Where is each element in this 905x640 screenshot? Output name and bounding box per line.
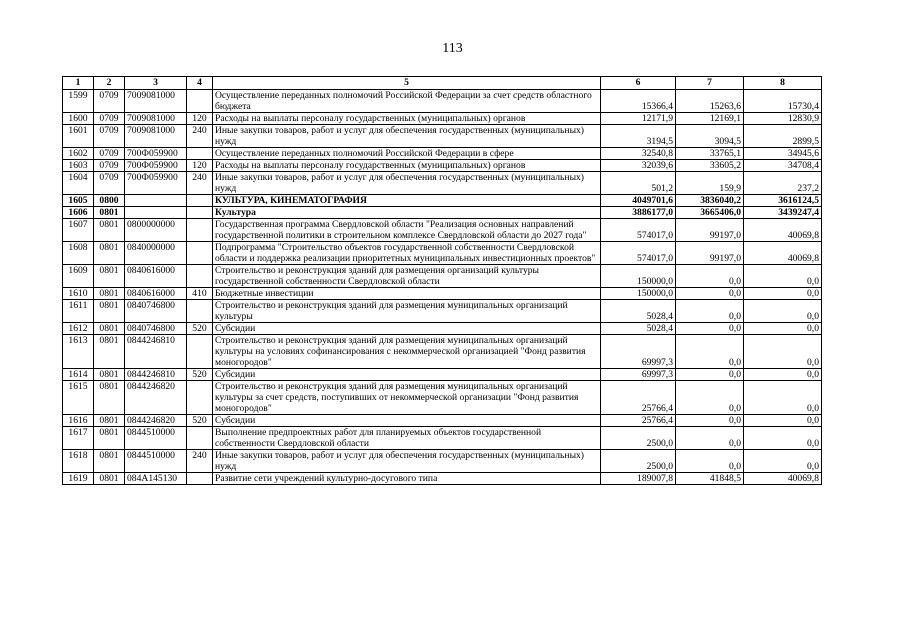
section-code: 0801 (94, 369, 125, 381)
amount-col-6: 12171,9 (601, 113, 676, 125)
description: Выполнение предпроектных работ для планируемых объектов государственной собственности Свердловской области (213, 427, 601, 450)
expense-kind: 120 (187, 160, 213, 172)
amount-col-8: 0,0 (744, 381, 822, 415)
description: Строительство и реконструкция зданий для размещения муниципальных организаций культуры на условиях софинансирования с некоммерческой организацией "Фонд развития моногородов" (213, 335, 601, 369)
amount-col-6: 25766,4 (601, 415, 676, 427)
amount-col-6: 3886177,0 (601, 207, 676, 219)
amount-col-6: 574017,0 (601, 242, 676, 265)
target-code: 7009081000 (125, 113, 187, 125)
amount-col-8: 237,2 (744, 172, 822, 195)
description: Развитие сети учреждений культурно-досугового типа (213, 473, 601, 485)
row-number: 1611 (63, 300, 94, 323)
header-col-8: 8 (744, 77, 822, 90)
amount-col-7: 3836040,2 (676, 195, 744, 207)
description: Бюджетные инвестиции (213, 288, 601, 300)
amount-col-8: 12830,9 (744, 113, 822, 125)
expense-kind: 520 (187, 415, 213, 427)
target-code: 700Ф059900 (125, 148, 187, 160)
table-row (63, 90, 822, 113)
expense-kind (187, 90, 213, 113)
expense-kind (187, 335, 213, 369)
amount-col-6: 189007,8 (601, 473, 676, 485)
target-code: 0840616000 (125, 288, 187, 300)
row-number: 1601 (63, 125, 94, 148)
section-code: 0801 (94, 207, 125, 219)
header-col-1: 1 (63, 77, 94, 90)
section-code: 0709 (94, 125, 125, 148)
description: Субсидии (213, 415, 601, 427)
description: Иные закупки товаров, работ и услуг для обеспечения государственных (муниципальных) нужд (213, 125, 601, 148)
amount-col-7: 15263,6 (676, 90, 744, 113)
target-code: 0840746800 (125, 300, 187, 323)
amount-col-7: 0,0 (676, 265, 744, 288)
amount-col-8: 34945,6 (744, 148, 822, 160)
amount-col-6: 150000,0 (601, 265, 676, 288)
expense-kind: 520 (187, 369, 213, 381)
row-number: 1607 (63, 219, 94, 242)
row-number: 1610 (63, 288, 94, 300)
expense-kind (187, 427, 213, 450)
section-code: 0709 (94, 90, 125, 113)
description: Осуществление переданных полномочий Российской Федерации в сфере (213, 148, 601, 160)
expense-kind: 240 (187, 172, 213, 195)
amount-col-8: 0,0 (744, 369, 822, 381)
page-number: 113 (442, 41, 463, 56)
header-col-5: 5 (213, 77, 601, 90)
amount-col-8: 0,0 (744, 415, 822, 427)
amount-col-8: 0,0 (744, 288, 822, 300)
description: Подпрограмма "Строительство объектов государственной собственности Свердловской области и поддержка реализации приоритетных муниципальных инвестиционных проектов" (213, 242, 601, 265)
expense-kind: 120 (187, 113, 213, 125)
row-number: 1617 (63, 427, 94, 450)
amount-col-8: 0,0 (744, 323, 822, 335)
header-row (63, 77, 822, 90)
section-code: 0801 (94, 473, 125, 485)
header-col-2: 2 (94, 77, 125, 90)
description: Культура (213, 207, 601, 219)
amount-col-6: 5028,4 (601, 300, 676, 323)
section-code: 0709 (94, 172, 125, 195)
description: Строительство и реконструкция зданий для размещения муниципальных организаций культуры (213, 300, 601, 323)
description: Расходы на выплаты персоналу государственных (муниципальных) органов (213, 113, 601, 125)
table-row (63, 219, 822, 242)
description: Субсидии (213, 369, 601, 381)
table-row (63, 113, 822, 125)
header-col-7: 7 (676, 77, 744, 90)
section-code: 0801 (94, 415, 125, 427)
amount-col-7: 0,0 (676, 381, 744, 415)
expense-kind (187, 300, 213, 323)
row-number: 1605 (63, 195, 94, 207)
expense-kind (187, 265, 213, 288)
target-code (125, 195, 187, 207)
table-row (63, 300, 822, 323)
amount-col-6: 2500,0 (601, 450, 676, 473)
amount-col-7: 159,9 (676, 172, 744, 195)
description: Строительство и реконструкция зданий для размещения муниципальных организаций культуры за счет средств, поступивших от некоммерческой организации "Фонд развития моногородов" (213, 381, 601, 415)
amount-col-7: 0,0 (676, 300, 744, 323)
target-code: 7009081000 (125, 125, 187, 148)
amount-col-8: 0,0 (744, 300, 822, 323)
amount-col-7: 0,0 (676, 450, 744, 473)
row-number: 1599 (63, 90, 94, 113)
row-number: 1615 (63, 381, 94, 415)
amount-col-8: 0,0 (744, 335, 822, 369)
table-row (63, 172, 822, 195)
amount-col-8: 2899,5 (744, 125, 822, 148)
table-row (63, 450, 822, 473)
description: КУЛЬТУРА, КИНЕМАТОГРАФИЯ (213, 195, 601, 207)
amount-col-6: 2500,0 (601, 427, 676, 450)
table-row (63, 265, 822, 288)
target-code: 0840000000 (125, 242, 187, 265)
target-code: 0844510000 (125, 427, 187, 450)
amount-col-7: 3665406,0 (676, 207, 744, 219)
row-number: 1604 (63, 172, 94, 195)
row-number: 1603 (63, 160, 94, 172)
target-code: 0844246810 (125, 369, 187, 381)
table-row (63, 242, 822, 265)
amount-col-7: 99197,0 (676, 242, 744, 265)
amount-col-6: 150000,0 (601, 288, 676, 300)
row-number: 1608 (63, 242, 94, 265)
row-number: 1602 (63, 148, 94, 160)
table-row (63, 335, 822, 369)
amount-col-8: 40069,8 (744, 242, 822, 265)
table-body (63, 90, 822, 485)
amount-col-6: 3194,5 (601, 125, 676, 148)
amount-col-7: 12169,1 (676, 113, 744, 125)
amount-col-6: 69997,3 (601, 369, 676, 381)
amount-col-6: 501,2 (601, 172, 676, 195)
amount-col-6: 69997,3 (601, 335, 676, 369)
amount-col-8: 0,0 (744, 427, 822, 450)
row-number: 1614 (63, 369, 94, 381)
expense-kind (187, 473, 213, 485)
table-row (63, 381, 822, 415)
target-code: 084A145130 (125, 473, 187, 485)
budget-table (62, 76, 822, 485)
section-code: 0801 (94, 323, 125, 335)
amount-col-6: 25766,4 (601, 381, 676, 415)
table-row (63, 369, 822, 381)
table-row (63, 160, 822, 172)
row-number: 1606 (63, 207, 94, 219)
amount-col-6: 32039,6 (601, 160, 676, 172)
row-number: 1609 (63, 265, 94, 288)
amount-col-7: 0,0 (676, 323, 744, 335)
description: Иные закупки товаров, работ и услуг для обеспечения государственных (муниципальных) нужд (213, 450, 601, 473)
table-row (63, 415, 822, 427)
row-number: 1618 (63, 450, 94, 473)
amount-col-7: 41848,5 (676, 473, 744, 485)
section-code: 0801 (94, 450, 125, 473)
amount-col-8: 40069,8 (744, 219, 822, 242)
section-code: 0801 (94, 242, 125, 265)
amount-col-7: 33605,2 (676, 160, 744, 172)
amount-col-7: 0,0 (676, 369, 744, 381)
amount-col-7: 0,0 (676, 427, 744, 450)
section-code: 0801 (94, 335, 125, 369)
expense-kind: 240 (187, 450, 213, 473)
amount-col-8: 3439247,4 (744, 207, 822, 219)
expense-kind (187, 148, 213, 160)
table-row (63, 473, 822, 485)
target-code: 0844246810 (125, 335, 187, 369)
expense-kind: 240 (187, 125, 213, 148)
table-row (63, 288, 822, 300)
section-code: 0801 (94, 265, 125, 288)
target-code (125, 207, 187, 219)
section-code: 0801 (94, 427, 125, 450)
amount-col-6: 32540,8 (601, 148, 676, 160)
table-row (63, 195, 822, 207)
row-number: 1619 (63, 473, 94, 485)
amount-col-7: 99197,0 (676, 219, 744, 242)
amount-col-6: 5028,4 (601, 323, 676, 335)
amount-col-6: 574017,0 (601, 219, 676, 242)
target-code: 7009081000 (125, 90, 187, 113)
amount-col-7: 0,0 (676, 288, 744, 300)
section-code: 0801 (94, 381, 125, 415)
row-number: 1613 (63, 335, 94, 369)
table-row (63, 125, 822, 148)
description: Субсидии (213, 323, 601, 335)
table-row (63, 427, 822, 450)
amount-col-7: 33765,1 (676, 148, 744, 160)
target-code: 0800000000 (125, 219, 187, 242)
expense-kind: 520 (187, 323, 213, 335)
amount-col-6: 15366,4 (601, 90, 676, 113)
amount-col-8: 0,0 (744, 265, 822, 288)
amount-col-8: 15730,4 (744, 90, 822, 113)
description: Расходы на выплаты персоналу государственных (муниципальных) органов (213, 160, 601, 172)
amount-col-7: 3094,5 (676, 125, 744, 148)
target-code: 700Ф059900 (125, 172, 187, 195)
amount-col-8: 0,0 (744, 450, 822, 473)
section-code: 0801 (94, 288, 125, 300)
expense-kind (187, 242, 213, 265)
amount-col-8: 3616124,5 (744, 195, 822, 207)
expense-kind (187, 381, 213, 415)
expense-kind (187, 219, 213, 242)
target-code: 0840616000 (125, 265, 187, 288)
expense-kind: 410 (187, 288, 213, 300)
section-code: 0709 (94, 148, 125, 160)
row-number: 1612 (63, 323, 94, 335)
amount-col-8: 40069,8 (744, 473, 822, 485)
description: Иные закупки товаров, работ и услуг для обеспечения государственных (муниципальных) нужд (213, 172, 601, 195)
row-number: 1600 (63, 113, 94, 125)
table-row (63, 207, 822, 219)
section-code: 0800 (94, 195, 125, 207)
expense-kind (187, 207, 213, 219)
target-code: 0840746800 (125, 323, 187, 335)
target-code: 0844246820 (125, 381, 187, 415)
header-col-3: 3 (125, 77, 187, 90)
row-number: 1616 (63, 415, 94, 427)
description: Строительство и реконструкция зданий для размещения организаций культуры государственной собственности Свердловской области (213, 265, 601, 288)
table-row (63, 323, 822, 335)
expense-kind (187, 195, 213, 207)
header-col-6: 6 (601, 77, 676, 90)
section-code: 0801 (94, 219, 125, 242)
header-col-4: 4 (187, 77, 213, 90)
target-code: 0844246820 (125, 415, 187, 427)
description: Государственная программа Свердловской области "Реализация основных направлений государственной политики в строительном комплексе Свердловской области до 2027 года" (213, 219, 601, 242)
amount-col-6: 4049701,6 (601, 195, 676, 207)
amount-col-7: 0,0 (676, 415, 744, 427)
amount-col-8: 34708,4 (744, 160, 822, 172)
section-code: 0801 (94, 300, 125, 323)
target-code: 0844510000 (125, 450, 187, 473)
description: Осуществление переданных полномочий Российской Федерации за счет средств областного бюджета (213, 90, 601, 113)
table-row (63, 148, 822, 160)
section-code: 0709 (94, 160, 125, 172)
section-code: 0709 (94, 113, 125, 125)
target-code: 700Ф059900 (125, 160, 187, 172)
amount-col-7: 0,0 (676, 335, 744, 369)
